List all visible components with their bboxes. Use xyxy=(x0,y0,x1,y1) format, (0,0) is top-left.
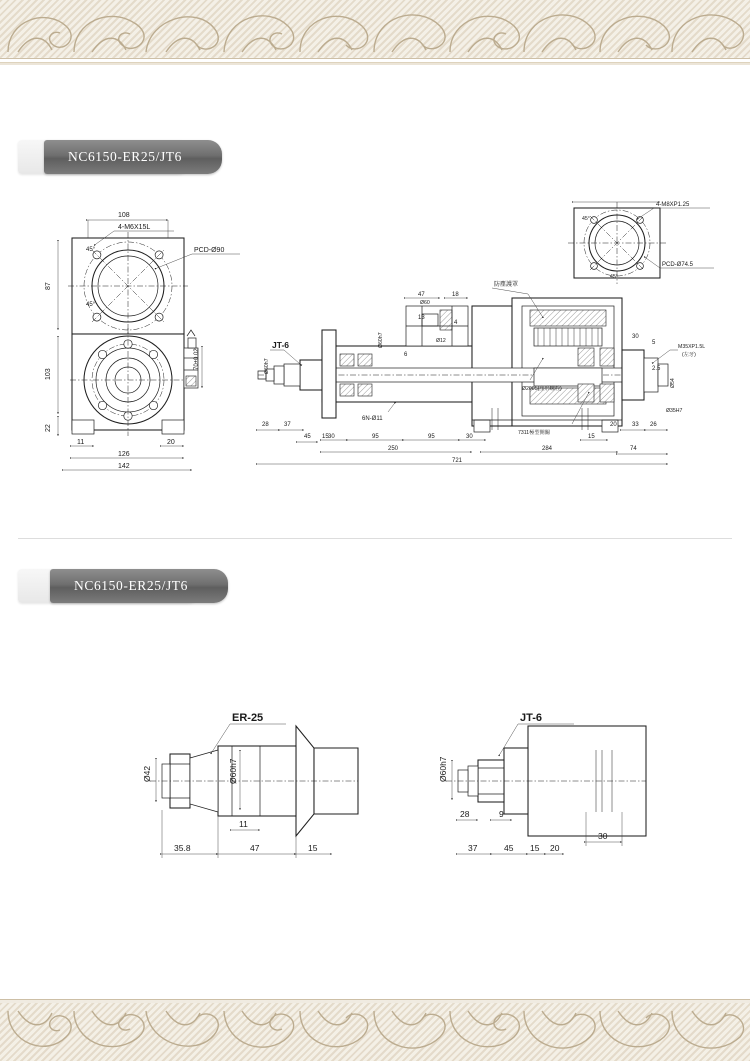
dim-4-label: 4 xyxy=(454,320,458,326)
section-1-title: NC6150-ER25/JT6 xyxy=(68,149,183,164)
section-2-title: NC6150-ER25/JT6 xyxy=(74,578,189,593)
dim-87 xyxy=(45,242,58,330)
dim-20 xyxy=(162,439,184,446)
dim-28-jt: 28 xyxy=(460,809,470,819)
dim-26-label: 26 xyxy=(650,422,657,428)
rear-flange-view xyxy=(568,202,714,284)
dim-9-jt: 9 xyxy=(499,809,504,819)
dim-18-label: 18 xyxy=(452,292,459,298)
dim-95a-label: 95 xyxy=(372,434,379,440)
dim-15-er: 15 xyxy=(308,843,318,853)
ornament-scrollwork-top xyxy=(0,0,750,98)
dim-chain-right-small xyxy=(610,422,668,454)
label-2005: Ø2005(座形螺栓) xyxy=(522,386,562,392)
label-d12: Ø12 xyxy=(436,338,446,344)
dim-30a-label: 30 xyxy=(632,334,639,340)
label-d60h7-jt: Ø60h7 xyxy=(438,756,448,782)
leader-m35 xyxy=(654,344,705,362)
ornament-band-bottom xyxy=(0,989,750,1061)
dim-126 xyxy=(72,451,184,458)
label-d60h7-small: Ø60h7 xyxy=(378,332,384,348)
dim-103-label: 103 xyxy=(45,368,52,380)
dim-15c-label: 15 xyxy=(588,434,595,440)
dim-70-label: 70±0.02 xyxy=(194,348,200,370)
dim-6-label: 6 xyxy=(404,352,408,358)
label-jt6-detail: JT-6 xyxy=(520,712,543,724)
label-d60h7-er: Ø60h7 xyxy=(228,758,238,784)
dim-15a-label: 15 xyxy=(322,434,329,440)
dim-20b-label: 20 xyxy=(610,422,617,428)
dim-15-jt: 15 xyxy=(530,843,540,853)
label-er25: ER-25 xyxy=(232,712,264,724)
label-angle-45-b: 45° xyxy=(86,302,96,308)
dim-74-label: 74 xyxy=(630,446,637,452)
dim-30b-label: 30 xyxy=(328,434,335,440)
dim-20-jt: 20 xyxy=(550,843,560,853)
dim-87-label: 87 xyxy=(45,282,52,290)
drawing-er25-detail xyxy=(100,690,360,890)
dim-11-er: 11 xyxy=(239,819,248,829)
dim-13-label: 13 xyxy=(418,315,425,321)
drawing-top-assembly xyxy=(22,198,728,498)
dim-11 xyxy=(72,439,94,446)
label-d42: Ø42 xyxy=(142,765,152,782)
dim-45-jt: 45 xyxy=(504,843,514,853)
drawing-jt6-detail xyxy=(400,690,650,890)
leader-jt6 xyxy=(270,340,300,364)
dim-22-label: 22 xyxy=(45,424,52,432)
dim-5-label: 5 xyxy=(652,340,656,346)
dim-47-label: 47 xyxy=(418,292,425,298)
label-flange-angle-a: 45° xyxy=(582,216,590,222)
dim-358-er: 35.8 xyxy=(174,843,191,853)
dim-33-label: 33 xyxy=(632,422,639,428)
dim-103 xyxy=(45,338,58,414)
section-1-title-plate xyxy=(44,140,222,174)
label-d60h7: Ø60h7 xyxy=(264,358,270,374)
dim-142-label: 142 xyxy=(118,463,130,470)
label-m35-note: (左牙) xyxy=(682,352,696,358)
dim-108-label: 108 xyxy=(118,212,130,219)
label-d35h7: Ø35H7 xyxy=(666,408,683,414)
section-divider xyxy=(18,538,732,539)
leader-6n11 xyxy=(362,404,394,422)
dim-chain-3 xyxy=(258,458,668,464)
dim-95b-label: 95 xyxy=(428,434,435,440)
front-view-group xyxy=(45,212,240,470)
label-pcd90: PCD-Ø90 xyxy=(194,247,225,254)
label-6n11: 6N-Ø11 xyxy=(362,416,383,422)
label-jt6: JT-6 xyxy=(272,340,290,350)
label-d54: Ø54 xyxy=(670,378,676,388)
dim-284-label: 284 xyxy=(542,446,553,452)
dim-45-label-top: 45 xyxy=(304,434,311,440)
dim-chain-left-small xyxy=(258,422,329,442)
label-m35: M35XP1.5L xyxy=(678,344,706,350)
label-d60: Ø60 xyxy=(420,300,430,306)
label-4m8: 4-M8XP1.25 xyxy=(656,202,690,208)
ornament-scrollwork-bottom xyxy=(0,989,750,1061)
dim-721-label: 721 xyxy=(452,458,463,464)
dim-47-er: 47 xyxy=(250,843,260,853)
dim-37-jt: 37 xyxy=(468,843,478,853)
dim-28-label: 28 xyxy=(262,422,269,428)
dim-126-label: 126 xyxy=(118,451,130,458)
dim-22 xyxy=(45,418,58,436)
label-dustcover: 防塵護罩 xyxy=(494,282,519,288)
dim-11-label: 11 xyxy=(77,439,85,446)
dim-250-label: 250 xyxy=(388,446,399,452)
dim-30-jt: 30 xyxy=(598,831,608,841)
label-flange-angle-b: 45° xyxy=(610,274,618,280)
dim-chain-1 xyxy=(322,434,608,440)
label-angle-45-a: 45° xyxy=(86,247,96,253)
label-4m6: 4-M6X15L xyxy=(118,224,151,231)
dim-chain-2 xyxy=(322,446,618,452)
label-7311: 7311極型開關 xyxy=(518,430,550,436)
ornament-band-top xyxy=(0,0,750,98)
dim-37-label-top: 37 xyxy=(284,422,291,428)
label-flange-pcd: PCD-Ø74.5 xyxy=(662,262,694,268)
dim-20-label: 20 xyxy=(167,439,175,446)
section-view-group xyxy=(258,280,705,464)
dim-25-label: 2.5 xyxy=(652,366,661,372)
section-2-title-plate xyxy=(50,569,228,603)
dim-30c-label: 30 xyxy=(466,434,473,440)
dim-142 xyxy=(64,463,192,470)
